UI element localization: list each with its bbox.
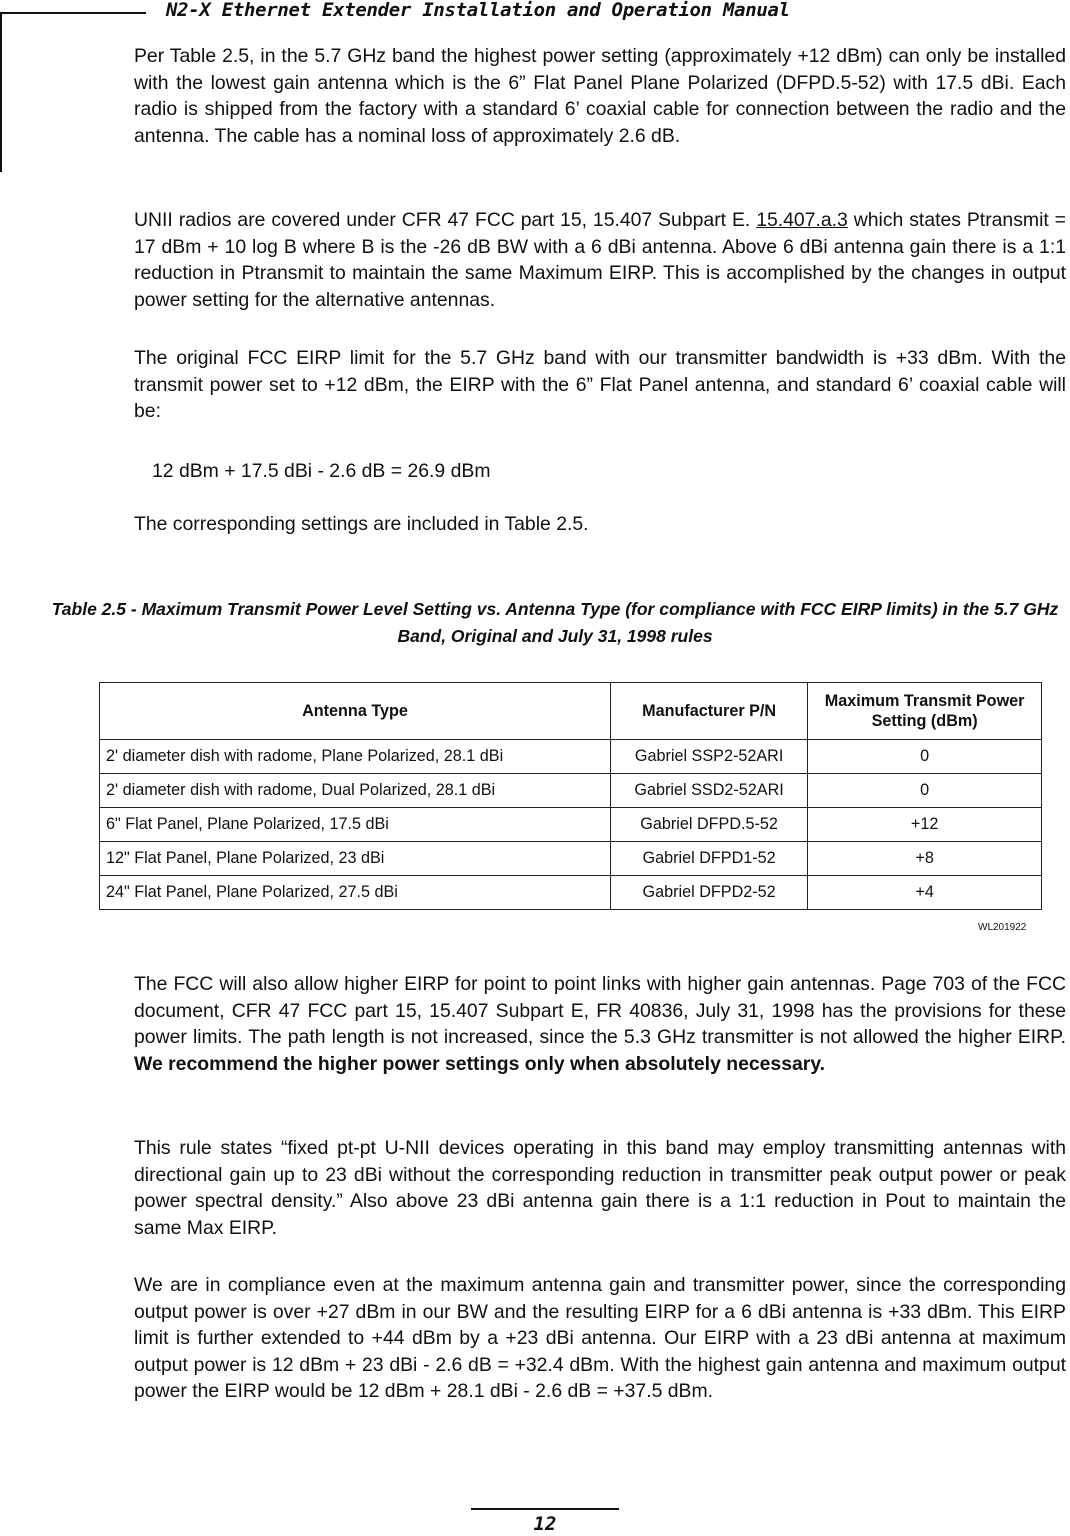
paragraph-rule-quote: This rule states “fixed pt-pt U-NII devices operating in this band may employ transmitting antennas with directional gain up to 23 dBi without the corresponding reduction in transmitter peak output power or peak power spectral density.” Also above 23 dBi antenna gain there is a 1:1 reduction in Pout to maintain the same Max EIRP. — [134, 1137, 1066, 1239]
cell-part-number: Gabriel DFPD.5-52 — [610, 808, 807, 842]
header-corner-rule-horizontal — [0, 12, 146, 14]
page-number: 12 — [533, 1513, 557, 1535]
cell-antenna-type: 12" Flat Panel, Plane Polarized, 23 dBi — [100, 842, 611, 876]
paragraph-higher-eirp-text: The FCC will also allow higher EIRP for point to point links with higher gain antennas. Page 703 of the FCC document, CFR 47 FCC part 15, 15.407 Subpart E, FR 40836, July 31, 1998 has the provisions for these power limits. The path length is not increased, since the 5.3 GHz transmitter is not allowed the higher EIRP. — [134, 973, 1066, 1048]
table-row — [100, 876, 1042, 910]
cell-max-power: +8 — [808, 842, 1042, 876]
cell-part-number: Gabriel SSP2-52ARI — [610, 740, 807, 774]
cell-max-power: 0 — [808, 740, 1042, 774]
running-header-title: N2-X Ethernet Extender Installation and Operation Manual — [166, 0, 790, 21]
cell-antenna-type: 2' diameter dish with radome, Dual Polarized, 28.1 dBi — [100, 774, 611, 808]
paragraph-unii-rules — [134, 207, 1066, 313]
table-caption: Table 2.5 - Maximum Transmit Power Level Setting vs. Antenna Type (for compliance with FCC EIRP limits) in the 5.7 GHz Band, Original and July 31, 1998 rules — [51, 599, 1059, 646]
cell-part-number: Gabriel SSD2-52ARI — [610, 774, 807, 808]
cell-antenna-type: 6" Flat Panel, Plane Polarized, 17.5 dBi — [100, 808, 611, 842]
header-antenna-type: Antenna Type — [100, 683, 611, 740]
antenna-power-table — [99, 682, 1042, 910]
paragraph-unii-rules-text-start: UNII radios are covered under CFR 47 FCC part 15, 15.407 Subpart E. — [134, 209, 757, 231]
header-max-power: Maximum Transmit Power Setting (dBm) — [808, 683, 1042, 740]
cell-antenna-type: 24" Flat Panel, Plane Polarized, 27.5 dBi — [100, 876, 611, 910]
header-corner-rule-vertical — [0, 12, 2, 172]
table-row — [100, 842, 1042, 876]
regulation-reference-link[interactable]: 15.407.a.3 — [756, 209, 848, 231]
header-manufacturer-pn: Manufacturer P/N — [610, 683, 807, 740]
paragraph-settings-reference: The corresponding settings are included in Table 2.5. — [134, 513, 589, 535]
paragraph-unii-rules-text-end: which states Ptransmit = 17 dBm + 10 log B where B is the -26 dB BW with a 6 dBi antenna. Above 6 dBi antenna gain there is a 1:1 reduction in Ptransmit to maintain the same Maximum EIRP. This is accomplished by the changes in output power setting for the alternative antennas. — [134, 209, 1066, 311]
eirp-equation: 12 dBm + 17.5 dBi - 2.6 dB = 26.9 dBm — [152, 460, 491, 482]
cell-part-number: Gabriel DFPD2-52 — [610, 876, 807, 910]
table-row — [100, 740, 1042, 774]
cell-max-power: +4 — [808, 876, 1042, 910]
paragraph-compliance: We are in compliance even at the maximum antenna gain and transmitter power, since the corresponding output power is over +27 dBm in our BW and the resulting EIRP for a 6 dBi antenna is +33 dBm. This EIRP limit is further extended to +44 dBm by a +23 dBi antenna. Our EIRP with a 23 dBi antenna at maximum output power is 12 dBm + 23 dBi - 2.6 dB = +32.4 dBm. With the highest gain antenna and maximum output power the EIRP would be 12 dBm + 28.1 dBi - 2.6 dB = +37.5 dBm. — [134, 1274, 1066, 1402]
cell-max-power: +12 — [808, 808, 1042, 842]
cell-part-number: Gabriel DFPD1-52 — [610, 842, 807, 876]
figure-id: WL201922 — [978, 922, 1027, 933]
footer-rule — [471, 1508, 619, 1510]
paragraph-higher-eirp — [134, 971, 1066, 1077]
table-row — [100, 774, 1042, 808]
paragraph-eirp-limit: The original FCC EIRP limit for the 5.7 GHz band with our transmitter bandwidth is +33 dBm. With the transmit power set to +12 dBm, the EIRP with the 6” Flat Panel antenna, and standard 6’ coaxial cable will be: — [134, 347, 1066, 422]
table-row — [100, 808, 1042, 842]
table-header-row — [100, 683, 1042, 740]
paragraph-antenna-power: Per Table 2.5, in the 5.7 GHz band the highest power setting (approximately +12 dBm) can only be installed with the lowest gain antenna which is the 6” Flat Panel Plane Polarized (DFPD.5-52) with 17.5 dBi. Each radio is shipped from the factory with a standard 6’ coaxial cable for connection between the radio and the antenna. The cable has a nominal loss of approximately 2.6 dB. — [134, 45, 1066, 147]
recommendation-emphasis: We recommend the higher power settings only when absolutely necessary. — [134, 1052, 826, 1075]
cell-antenna-type: 2' diameter dish with radome, Plane Polarized, 28.1 dBi — [100, 740, 611, 774]
cell-max-power: 0 — [808, 774, 1042, 808]
